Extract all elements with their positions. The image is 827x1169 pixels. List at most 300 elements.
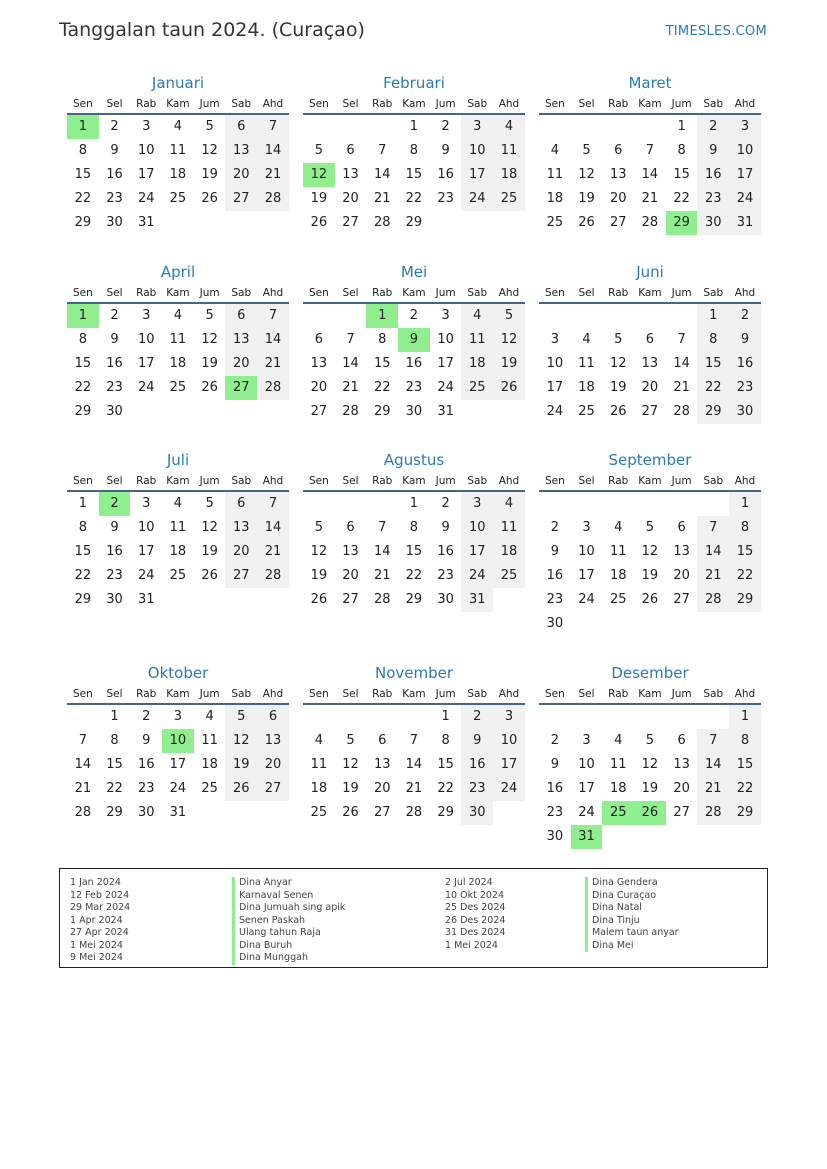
weekday-header: Jum (194, 473, 226, 492)
month-agustus (303, 450, 525, 612)
day-cell: 15 (405, 544, 423, 559)
day-cell: 17 (461, 540, 493, 564)
day-cell: 7 (677, 332, 686, 347)
empty-cell (366, 705, 398, 729)
day-cell: 27 (609, 215, 627, 230)
month-title: April (160, 263, 196, 281)
weekday-header: Sen (539, 285, 571, 304)
day-cell: 30 (106, 592, 123, 607)
day-cell: 21 (257, 352, 289, 376)
weekday-header: Jum (666, 473, 698, 492)
day-cell: 16 (697, 163, 729, 187)
day-cell: 20 (342, 568, 359, 583)
day-cell: 12 (342, 757, 359, 772)
legend-holiday-name: Ulang tahun Raja (232, 927, 345, 940)
day-cell: 30 (405, 404, 423, 419)
day-cell: 23 (106, 568, 123, 583)
day-cell: 1 (110, 709, 119, 724)
day-cell: 6 (225, 115, 257, 139)
day-cell: 1 (441, 709, 450, 724)
day-cell: 28 (697, 801, 729, 825)
weekday-header: Kam (162, 96, 194, 115)
weekday-header: Kam (398, 473, 430, 492)
day-cell: 2 (697, 115, 729, 139)
holiday-legend (59, 868, 768, 968)
empty-cell (697, 492, 729, 516)
day-cell: 25 (578, 404, 595, 419)
day-cell: 20 (225, 352, 257, 376)
day-cell: 30 (461, 801, 493, 825)
day-cell: 15 (673, 167, 690, 182)
day-cell: 14 (373, 167, 391, 182)
day-cell: 2 (409, 308, 419, 323)
legend-date: 1 Jan 2024 (70, 877, 121, 888)
day-cell: 23 (137, 781, 155, 796)
day-cell: 8 (409, 520, 419, 535)
month-juli (67, 450, 289, 612)
day-cell: 5 (614, 332, 623, 347)
holiday-day-cell: 10 (162, 729, 194, 753)
day-cell: 12 (310, 544, 328, 559)
day-cell: 22 (74, 568, 92, 583)
legend-holiday-name: Dina Munggah (232, 952, 345, 965)
day-cell: 24 (137, 380, 155, 395)
day-cell: 17 (578, 781, 595, 796)
day-cell: 14 (74, 757, 92, 772)
month-title: November (374, 664, 454, 682)
weekday-header: Ahd (729, 473, 761, 492)
day-cell: 4 (582, 332, 591, 347)
day-cell: 28 (74, 805, 92, 820)
day-cell: 27 (225, 564, 257, 588)
weekday-header: Sen (303, 473, 335, 492)
day-cell: 16 (106, 356, 123, 371)
empty-cell (666, 705, 698, 729)
day-cell: 19 (201, 167, 218, 182)
day-cell: 21 (373, 568, 391, 583)
legend-holiday-name: Dina Anyar (232, 877, 345, 890)
day-cell: 23 (461, 777, 493, 801)
day-cell: 10 (461, 139, 493, 163)
month-days-grid (539, 686, 761, 849)
day-cell: 2 (110, 119, 119, 134)
month-september (539, 450, 761, 636)
empty-cell (67, 705, 99, 729)
day-cell: 22 (729, 564, 761, 588)
day-cell: 5 (205, 119, 214, 134)
day-cell: 18 (493, 540, 525, 564)
day-cell: 11 (201, 733, 218, 748)
day-cell: 22 (697, 376, 729, 400)
month-days-grid (67, 285, 289, 424)
month-title: Februari (383, 74, 445, 92)
day-cell: 29 (729, 588, 761, 612)
empty-cell (539, 115, 571, 139)
legend-dates-col-1 (70, 877, 130, 965)
day-cell: 14 (405, 757, 423, 772)
day-cell: 18 (169, 167, 187, 182)
day-cell: 21 (257, 163, 289, 187)
day-cell: 11 (169, 332, 187, 347)
empty-cell (335, 304, 367, 328)
day-cell: 23 (546, 805, 564, 820)
legend-date: 26 Des 2024 (445, 914, 506, 926)
day-cell: 6 (677, 733, 686, 748)
empty-cell (602, 705, 634, 729)
month-juni (539, 262, 761, 424)
weekday-header: Sen (539, 686, 571, 705)
day-cell: 24 (437, 380, 454, 395)
holiday-day-cell: 1 (67, 115, 99, 139)
day-cell: 19 (342, 781, 359, 796)
day-cell: 11 (546, 167, 564, 182)
day-cell: 18 (461, 352, 493, 376)
day-cell: 26 (201, 191, 218, 206)
day-cell: 23 (729, 376, 761, 400)
holiday-day-cell: 9 (398, 328, 430, 352)
day-cell: 6 (645, 332, 655, 347)
weekday-header: Ahd (257, 285, 289, 304)
day-cell: 13 (342, 544, 359, 559)
day-cell: 23 (405, 380, 423, 395)
site-link[interactable]: TIMESLES.COM (665, 24, 767, 39)
day-cell: 19 (641, 781, 659, 796)
day-cell: 15 (729, 540, 761, 564)
weekday-header: Sel (571, 473, 603, 492)
day-cell: 14 (697, 753, 729, 777)
day-cell: 2 (729, 304, 761, 328)
weekday-header: Rab (602, 96, 634, 115)
day-cell: 20 (310, 380, 328, 395)
day-cell: 18 (493, 163, 525, 187)
day-cell: 4 (614, 733, 623, 748)
weekday-header: Sen (67, 96, 99, 115)
weekday-header: Ahd (257, 686, 289, 705)
day-cell: 29 (697, 400, 729, 424)
day-cell: 29 (74, 592, 92, 607)
day-cell: 28 (641, 215, 659, 230)
legend-date: 31 Des 2024 (445, 927, 506, 938)
day-cell: 16 (137, 757, 155, 772)
day-cell: 14 (257, 328, 289, 352)
day-cell: 26 (310, 592, 328, 607)
month-title: Agustus (383, 451, 445, 469)
day-cell: 4 (173, 308, 183, 323)
day-cell: 12 (201, 143, 218, 158)
day-cell: 30 (697, 211, 729, 235)
day-cell: 13 (257, 729, 289, 753)
weekday-header: Rab (602, 473, 634, 492)
day-cell: 13 (641, 356, 659, 371)
holiday-day-cell: 1 (67, 304, 99, 328)
day-cell: 24 (169, 781, 187, 796)
day-cell: 10 (493, 729, 525, 753)
weekday-header: Sen (303, 686, 335, 705)
day-cell: 1 (729, 492, 761, 516)
legend-date: 1 Mei 2024 (70, 939, 123, 951)
day-cell: 10 (437, 332, 454, 347)
legend-holiday-name: Senen Paskah (232, 915, 345, 928)
day-cell: 28 (257, 376, 289, 400)
day-cell: 24 (578, 592, 595, 607)
day-cell: 19 (310, 568, 328, 583)
day-cell: 21 (405, 781, 423, 796)
day-cell: 8 (677, 143, 686, 158)
weekday-header: Kam (398, 96, 430, 115)
day-cell: 26 (609, 404, 627, 419)
weekday-header: Rab (366, 285, 398, 304)
day-cell: 30 (729, 400, 761, 424)
day-cell: 20 (257, 753, 289, 777)
empty-cell (303, 492, 335, 516)
day-cell: 22 (673, 191, 690, 206)
day-cell: 7 (378, 520, 387, 535)
day-cell: 25 (493, 187, 525, 211)
day-cell: 5 (582, 143, 591, 158)
day-cell: 29 (437, 805, 454, 820)
day-cell: 7 (257, 304, 289, 328)
legend-holiday-name: Dina Gendera (585, 877, 679, 890)
day-cell: 25 (169, 191, 187, 206)
day-cell: 24 (493, 777, 525, 801)
day-cell: 13 (225, 328, 257, 352)
empty-cell (303, 705, 335, 729)
weekday-header: Sen (303, 285, 335, 304)
day-cell: 25 (169, 568, 187, 583)
day-cell: 9 (441, 143, 450, 158)
day-cell: 16 (546, 781, 564, 796)
day-cell: 11 (609, 544, 627, 559)
day-cell: 6 (346, 143, 355, 158)
empty-cell (571, 304, 603, 328)
legend-date: 9 Mei 2024 (70, 952, 123, 963)
day-cell: 2 (441, 496, 450, 511)
day-cell: 20 (225, 540, 257, 564)
day-cell: 4 (493, 115, 525, 139)
day-cell: 7 (257, 115, 289, 139)
legend-date: 29 Mar 2024 (70, 902, 131, 913)
day-cell: 8 (697, 328, 729, 352)
weekday-header: Sel (99, 686, 131, 705)
day-cell: 17 (493, 753, 525, 777)
day-cell: 24 (546, 404, 564, 419)
day-cell: 21 (697, 564, 729, 588)
day-cell: 5 (493, 304, 525, 328)
weekday-header: Sel (335, 96, 367, 115)
weekday-header: Ahd (257, 473, 289, 492)
weekday-header: Jum (430, 96, 462, 115)
day-cell: 15 (373, 356, 391, 371)
day-cell: 17 (137, 544, 155, 559)
month-oktober (67, 663, 289, 825)
day-cell: 12 (201, 520, 218, 535)
day-cell: 2 (142, 709, 151, 724)
weekday-header: Kam (162, 285, 194, 304)
day-cell: 25 (310, 805, 328, 820)
day-cell: 7 (697, 729, 729, 753)
weekday-header: Sab (461, 285, 493, 304)
page-title: Tanggalan taun 2024. (Curaçao) (59, 19, 365, 41)
day-cell: 5 (205, 496, 214, 511)
weekday-header: Jum (430, 473, 462, 492)
month-februari (303, 73, 525, 235)
day-cell: 13 (310, 356, 328, 371)
day-cell: 16 (106, 544, 123, 559)
weekday-header: Rab (130, 473, 162, 492)
day-cell: 8 (78, 143, 87, 158)
empty-cell (634, 492, 666, 516)
day-cell: 18 (169, 544, 187, 559)
day-cell: 16 (405, 356, 423, 371)
day-cell: 18 (609, 781, 627, 796)
day-cell: 6 (614, 143, 623, 158)
day-cell: 20 (342, 191, 359, 206)
day-cell: 16 (106, 167, 123, 182)
day-cell: 8 (78, 332, 87, 347)
day-cell: 7 (409, 733, 419, 748)
day-cell: 17 (169, 757, 187, 772)
day-cell: 3 (142, 308, 151, 323)
weekday-header: Jum (194, 285, 226, 304)
weekday-header: Sab (461, 96, 493, 115)
weekday-header: Sel (571, 96, 603, 115)
day-cell: 16 (546, 568, 564, 583)
day-cell: 12 (493, 328, 525, 352)
month-days-grid (303, 285, 525, 424)
weekday-header: Ahd (729, 285, 761, 304)
day-cell: 7 (346, 332, 355, 347)
month-days-grid (303, 473, 525, 612)
day-cell: 21 (641, 191, 659, 206)
weekday-header: Sel (99, 96, 131, 115)
day-cell: 19 (201, 356, 218, 371)
day-cell: 23 (106, 191, 123, 206)
weekday-header: Rab (130, 96, 162, 115)
day-cell: 25 (169, 380, 187, 395)
weekday-header: Jum (430, 686, 462, 705)
day-cell: 23 (437, 191, 454, 206)
day-cell: 20 (641, 380, 659, 395)
day-cell: 19 (641, 568, 659, 583)
weekday-header: Kam (398, 285, 430, 304)
day-cell: 23 (546, 592, 564, 607)
day-cell: 27 (373, 805, 391, 820)
day-cell: 24 (729, 187, 761, 211)
day-cell: 11 (169, 520, 187, 535)
day-cell: 4 (614, 520, 623, 535)
weekday-header: Ahd (493, 96, 525, 115)
day-cell: 10 (546, 356, 564, 371)
day-cell: 10 (137, 520, 155, 535)
day-cell: 22 (373, 380, 391, 395)
weekday-header: Jum (666, 285, 698, 304)
legend-date: 1 Mei 2024 (445, 939, 498, 951)
day-cell: 11 (461, 328, 493, 352)
day-cell: 19 (493, 352, 525, 376)
month-days-grid (67, 96, 289, 235)
weekday-header: Sel (99, 285, 131, 304)
day-cell: 9 (110, 520, 119, 535)
weekday-header: Sab (697, 96, 729, 115)
weekday-header: Jum (666, 686, 698, 705)
weekday-header: Sab (461, 686, 493, 705)
day-cell: 3 (729, 115, 761, 139)
weekday-header: Rab (366, 96, 398, 115)
day-cell: 26 (578, 215, 595, 230)
legend-holiday-name: Dina Jumuah sing apik (232, 902, 345, 915)
legend-date: 27 Apr 2024 (70, 927, 129, 938)
empty-cell (335, 705, 367, 729)
day-cell: 22 (74, 380, 92, 395)
day-cell: 22 (74, 191, 92, 206)
day-cell: 18 (310, 781, 328, 796)
day-cell: 14 (257, 139, 289, 163)
weekday-header: Sab (697, 285, 729, 304)
day-cell: 8 (378, 332, 387, 347)
empty-cell (303, 304, 335, 328)
weekday-header: Sen (303, 96, 335, 115)
day-cell: 4 (205, 709, 214, 724)
day-cell: 17 (546, 380, 564, 395)
day-cell: 10 (578, 757, 595, 772)
empty-cell (571, 115, 603, 139)
weekday-header: Sab (225, 473, 257, 492)
holiday-day-cell: 1 (366, 304, 398, 328)
day-cell: 3 (142, 119, 151, 134)
day-cell: 5 (205, 308, 214, 323)
day-cell: 10 (137, 332, 155, 347)
day-cell: 11 (493, 139, 525, 163)
month-november (303, 663, 525, 825)
day-cell: 27 (673, 592, 690, 607)
day-cell: 20 (609, 191, 627, 206)
legend-date: 2 Jul 2024 (445, 877, 493, 888)
day-cell: 30 (106, 404, 123, 419)
day-cell: 2 (110, 308, 119, 323)
day-cell: 23 (697, 187, 729, 211)
day-cell: 12 (225, 729, 257, 753)
weekday-header: Ahd (493, 473, 525, 492)
legend-holiday-name: Dina Natal (585, 902, 679, 915)
legend-date: 12 Feb 2024 (70, 889, 130, 901)
day-cell: 21 (74, 781, 92, 796)
month-title: Januari (151, 74, 205, 92)
day-cell: 29 (106, 805, 123, 820)
day-cell: 9 (110, 143, 119, 158)
day-cell: 1 (697, 304, 729, 328)
day-cell: 2 (550, 520, 559, 535)
weekday-header: Sab (225, 686, 257, 705)
day-cell: 27 (342, 592, 359, 607)
weekday-header: Sel (335, 473, 367, 492)
weekday-header: Sen (67, 473, 99, 492)
day-cell: 9 (110, 332, 119, 347)
month-days-grid (539, 96, 761, 235)
legend-date: 1 Apr 2024 (70, 914, 123, 926)
day-cell: 21 (673, 380, 690, 395)
day-cell: 25 (461, 376, 493, 400)
weekday-header: Jum (194, 96, 226, 115)
day-cell: 6 (378, 733, 387, 748)
day-cell: 6 (346, 520, 355, 535)
day-cell: 12 (641, 544, 659, 559)
weekday-header: Rab (366, 473, 398, 492)
day-cell: 11 (609, 757, 627, 772)
day-cell: 14 (342, 356, 359, 371)
month-title: Juni (636, 263, 664, 281)
day-cell: 26 (225, 777, 257, 801)
weekday-header: Kam (634, 686, 666, 705)
